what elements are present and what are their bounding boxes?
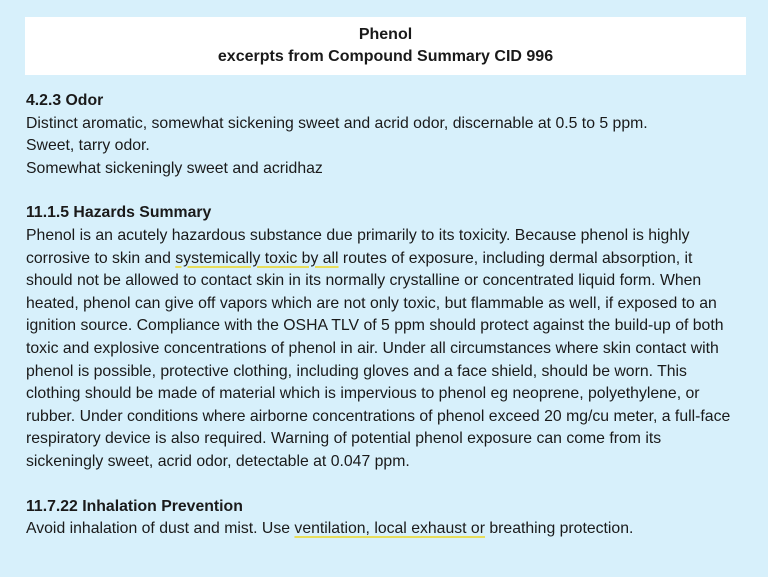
inhalation-paragraph [26, 518, 742, 541]
highlighted-text: systemically toxic by all [175, 249, 339, 267]
section-heading: 4.2.3 Odor [26, 92, 104, 109]
odor-line: Distinct aromatic, somewhat sickening sweet and acrid odor, discernable at 0.5 to 5 ppm. [26, 114, 648, 132]
title-box [25, 17, 746, 75]
hazards-paragraph [26, 225, 742, 474]
section-hazards-summary [26, 202, 742, 473]
page-title: Phenol [358, 26, 413, 43]
odor-line: Sweet, tarry odor. [26, 137, 150, 155]
section-heading: 11.1.5 Hazards Summary [26, 204, 212, 222]
odor-line: Somewhat sickeningly sweet and acridhaz [26, 159, 323, 177]
paragraph-text: breathing protection. [484, 520, 634, 538]
page-subtitle: excerpts from Compound Summary CID 996 [217, 48, 554, 65]
paragraph-text: Phenol is an acutely hazardous substance due primarily to its toxicity. Because phenol is highly corrosive to skin and [26, 226, 690, 267]
document-body [26, 90, 742, 563]
section-inhalation-prevention [26, 496, 742, 541]
section-heading: 11.7.22 Inhalation Prevention [26, 497, 243, 515]
paragraph-text: routes of exposure, including dermal absorption, it should not be allowed to contact skin in its normally crystalline or concentrated liquid form. When heated, phenol can give off vapors which are not only toxic, but flammable as well, if exposed to an ignition source. Compliance with the OSHA TLV of 5 ppm should protect against the build-up of both toxic and explosive concentrations of phenol in air. Under all circumstances where skin contact with phenol is possible, protective clothing, including gloves and a face shield, should be worn. This clothing should be made of material which is impervious to phenol eg neoprene, polyethylene, or rubber. Under conditions where airborne concentrations of phenol exceed 20 mg/cu meter, a full-face respiratory device is also required. Warning of potential phenol exposure can come from its sickeningly sweet, acrid odor, detectable at 0.047 ppm. [26, 249, 731, 470]
section-odor [26, 90, 742, 180]
highlighted-text: ventilation, local exhaust or [294, 520, 485, 538]
paragraph-text: Avoid inhalation of dust and mist. Use [26, 520, 295, 538]
